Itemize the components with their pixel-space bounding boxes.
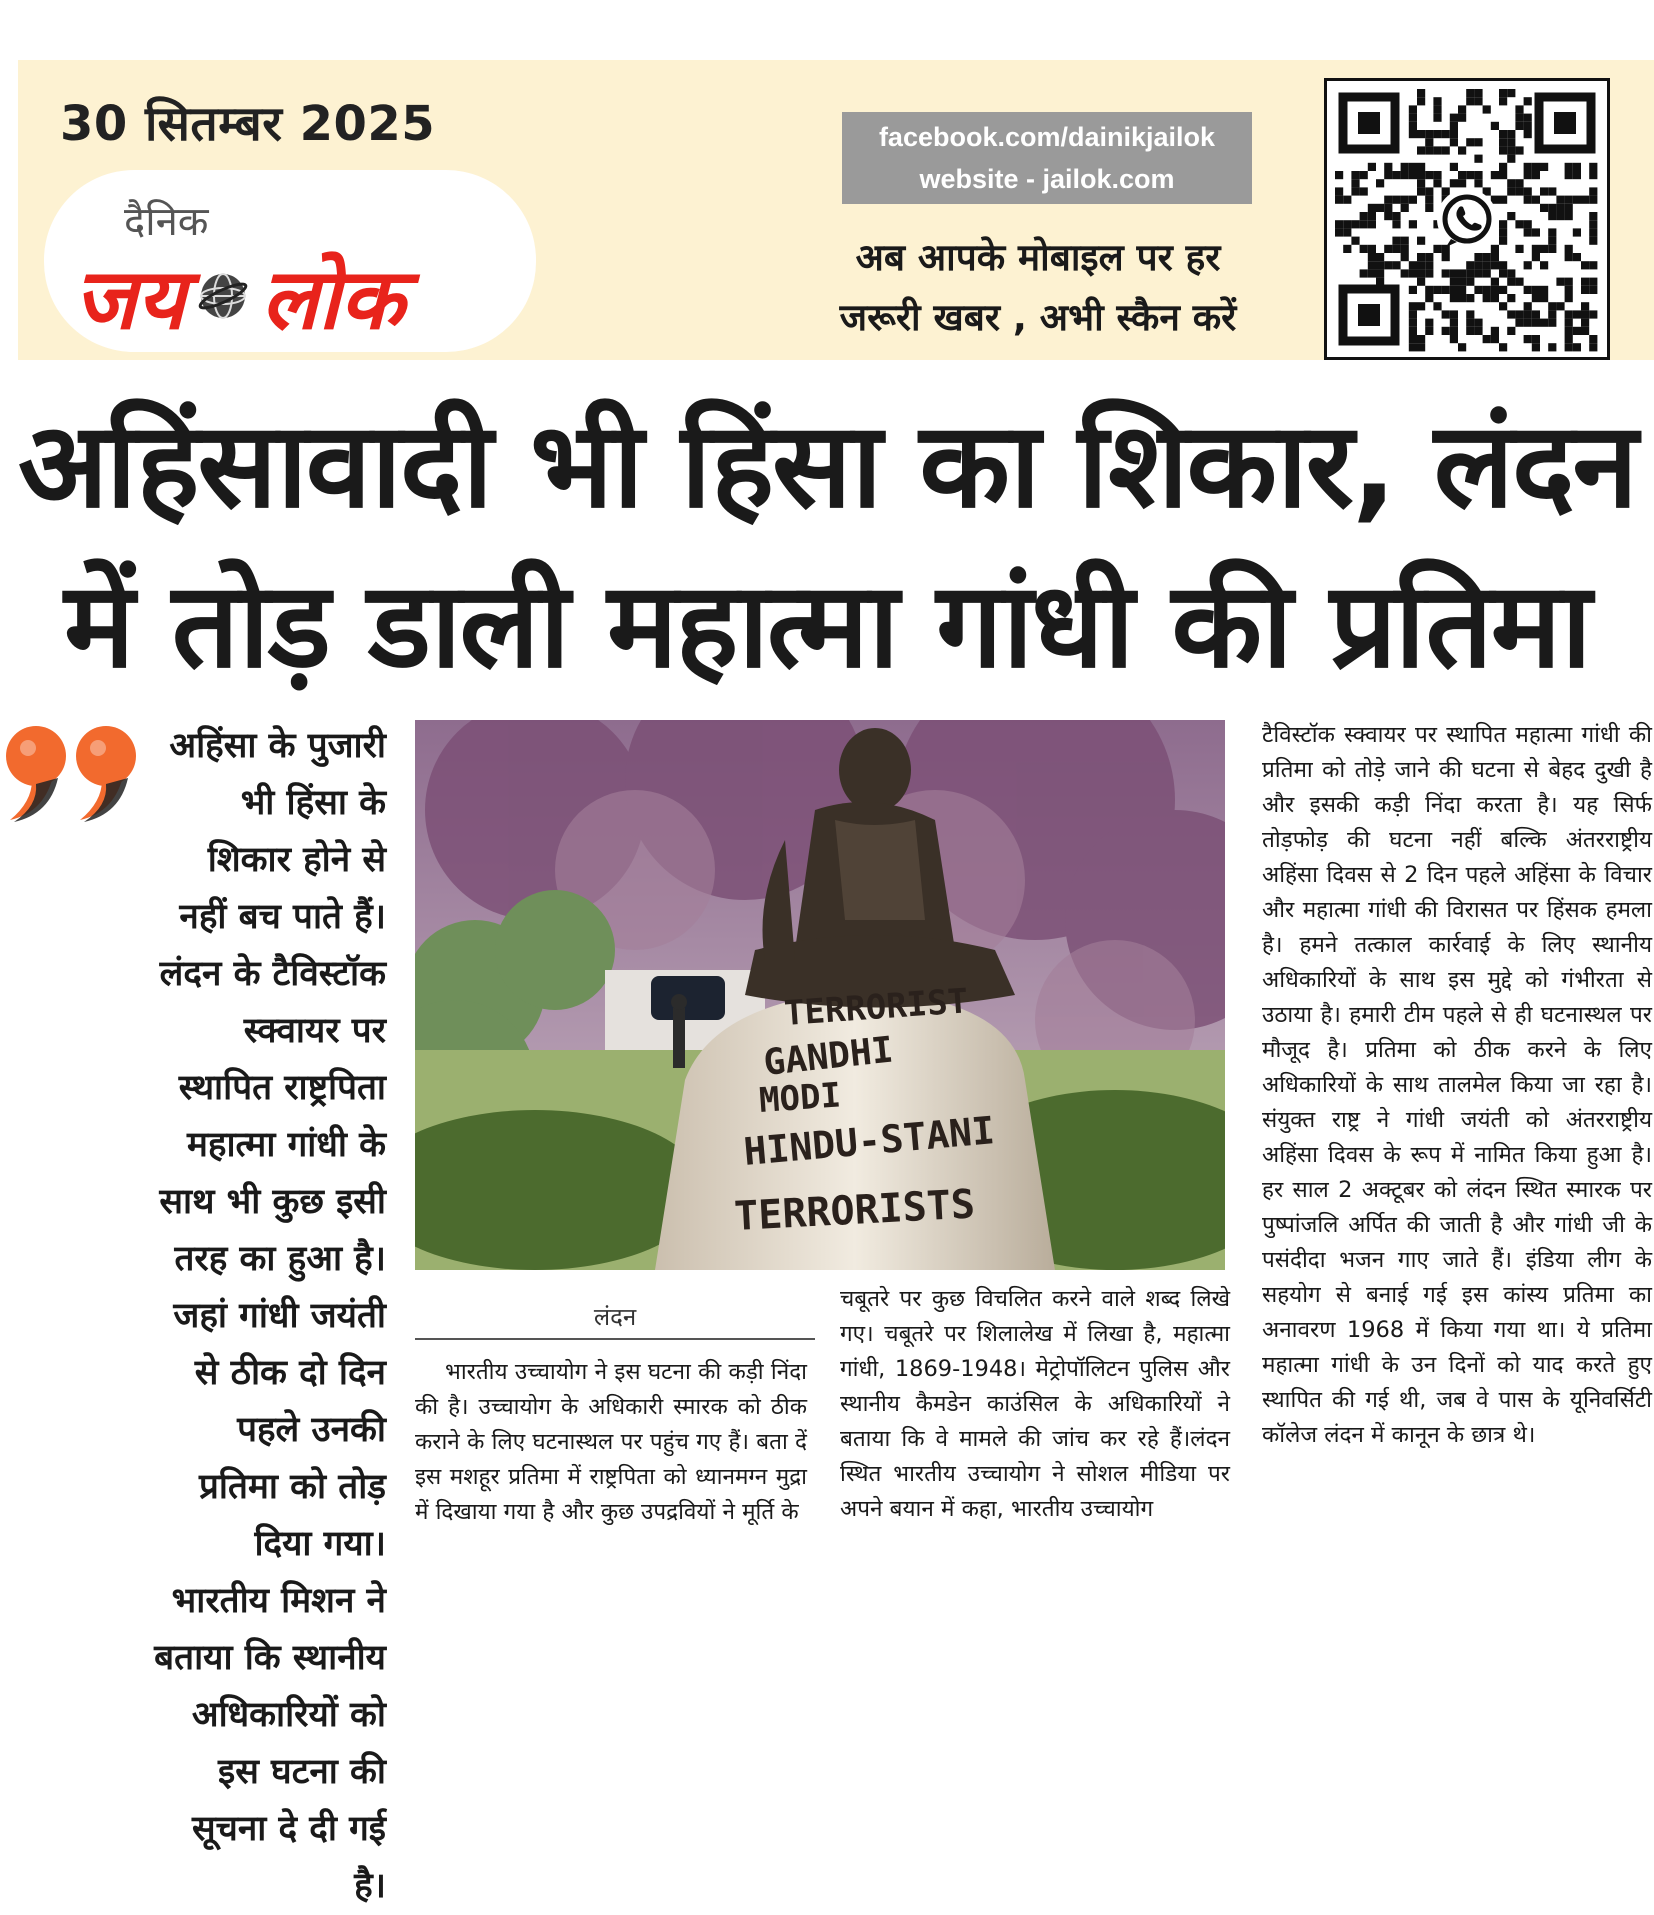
facebook-link: facebook.com/dainikjailok bbox=[878, 122, 1216, 152]
statue-photo-illustration bbox=[415, 720, 1225, 1270]
masthead bbox=[18, 60, 1654, 360]
graffiti-gandhi: GANDHI bbox=[761, 1029, 896, 1084]
logo-left-word: जय bbox=[74, 250, 186, 348]
newspaper-logo bbox=[44, 170, 536, 352]
issue-date: 30 सितम्बर 2025 bbox=[60, 96, 436, 152]
lead-paragraph bbox=[0, 718, 386, 1915]
social-links-box bbox=[842, 112, 1252, 204]
graffiti-hindustani: HINDU-STANI bbox=[741, 1108, 997, 1174]
statue-photo bbox=[415, 720, 1225, 1270]
lead-text: अहिंसा के पुजारी भी हिंसा के शिकार होने से नहीं बच पाते हैं। लंदन के टैविस्टॉक स्क्वायर पर स्थापित राष्ट्रपिता महात्मा गांधी के साथ भी कुछ इसी तरह का हुआ है। जहां गांधी जयंती से ठीक दो दिन पहले उनकी प्रतिमा को तोड़ दिया गया। भारतीय मिशन ने बताया कि स्थानीय अधिकारियों को इस घटना की सूचना दे दी गई है। bbox=[154, 726, 386, 1906]
article-column-1: भारतीय उच्चायोग ने इस घटना की कड़ी निंदा की है। उच्चायोग के अधिकारी स्मारक को ठीक कराने के लिए घटनास्थल पर पहुंच गए हैं। बता दें इस मशहूर प्रतिमा में राष्ट्रपिता को ध्यानमग्न मुद्रा में दिखाया गया है और कुछ उपद्रवियों ने मूर्ति के bbox=[415, 1359, 807, 1525]
dateline-divider bbox=[415, 1338, 815, 1340]
whatsapp-qr-icon bbox=[1327, 81, 1607, 357]
article-column-2: चबूतरे पर कुछ विचलित करने वाले शब्द लिखे गए। चबूतरे पर शिलालेख में लिखा है, महात्मा गांधी, 1869-1948। मेट्रोपॉलिटन पुलिस और स्थानीय कैमडेन काउंसिल के अधिकारियों ने बताया कि वे मामले की जांच कर रहे हैं।लंदन स्थित भारतीय उच्चायोग ने सोशल मीडिया पर अपने बयान में कहा, भारतीय उच्चायोग bbox=[840, 1286, 1230, 1522]
logo-right-word: लोक bbox=[261, 250, 405, 348]
dateline: लंदन bbox=[593, 1303, 637, 1331]
globe-icon bbox=[197, 270, 249, 322]
website-link: website - jailok.com bbox=[919, 164, 1175, 194]
graffiti-terrorist: TERRORIST bbox=[782, 981, 970, 1034]
graffiti-modi: MODI bbox=[757, 1075, 843, 1121]
headline-line-1: अहिंसावादी भी हिंसा का शिकार, लंदन bbox=[18, 396, 1636, 534]
cta-line-1: अब आपके मोबाइल पर हर bbox=[855, 236, 1221, 279]
logo-small-text: दैनिक bbox=[124, 199, 209, 245]
headline-line-2: में तोड़ डाली महात्मा गांधी की प्रतिमा bbox=[64, 556, 1590, 694]
graffiti-terrorists: TERRORISTS bbox=[733, 1181, 977, 1240]
scan-call-to-action bbox=[808, 228, 1268, 348]
cta-line-2: जरूरी खबर , अभी स्कैन करें bbox=[839, 296, 1237, 339]
qr-code bbox=[1324, 78, 1610, 360]
article-column-3: टैविस्टॉक स्क्वायर पर स्थापित महात्मा गांधी की प्रतिमा को तोड़े जाने की घटना से बेहद दुखी है और इसकी कड़ी निंदा करता है। यह सिर्फ तोड़फोड़ की घटना नहीं बल्कि अंतरराष्ट्रीय अहिंसा दिवस से 2 दिन पहले अहिंसा के विचार और महात्मा गांधी की विरासत पर हिंसक हमला है। हमने तत्काल कार्रवाई के लिए स्थानीय अधिकारियों के साथ इस मुद्दे को गंभीरता से उठाया है। हमारी टीम पहले से ही घटनास्थल पर मौजूद है। प्रतिमा को ठीक करने के लिए अधिकारियों के साथ तालमेल किया जा रहा है। संयुक्त राष्ट्र ने गांधी जयंती को अंतरराष्ट्रीय अहिंसा दिवस के रूप में नामित किया हुआ है। हर साल 2 अक्टूबर को लंदन स्थित स्मारक पर पुष्पांजलि अर्पित की जाती है और गांधी जी के पसंदीदा भजन गाए जाते हैं। इंडिया लीग के सहयोग से बनाई गई इस कांस्य प्रतिमा का अनावरण 1968 में किया गया था। ये प्रतिमा महात्मा गांधी के उन दिनों को याद करते हुए स्थापित की गई थी, जब वे पास के यूनिवर्सिटी कॉलेज लंदन में कानून के छात्र थे। bbox=[1262, 722, 1652, 1448]
logo-main-text bbox=[74, 238, 404, 353]
